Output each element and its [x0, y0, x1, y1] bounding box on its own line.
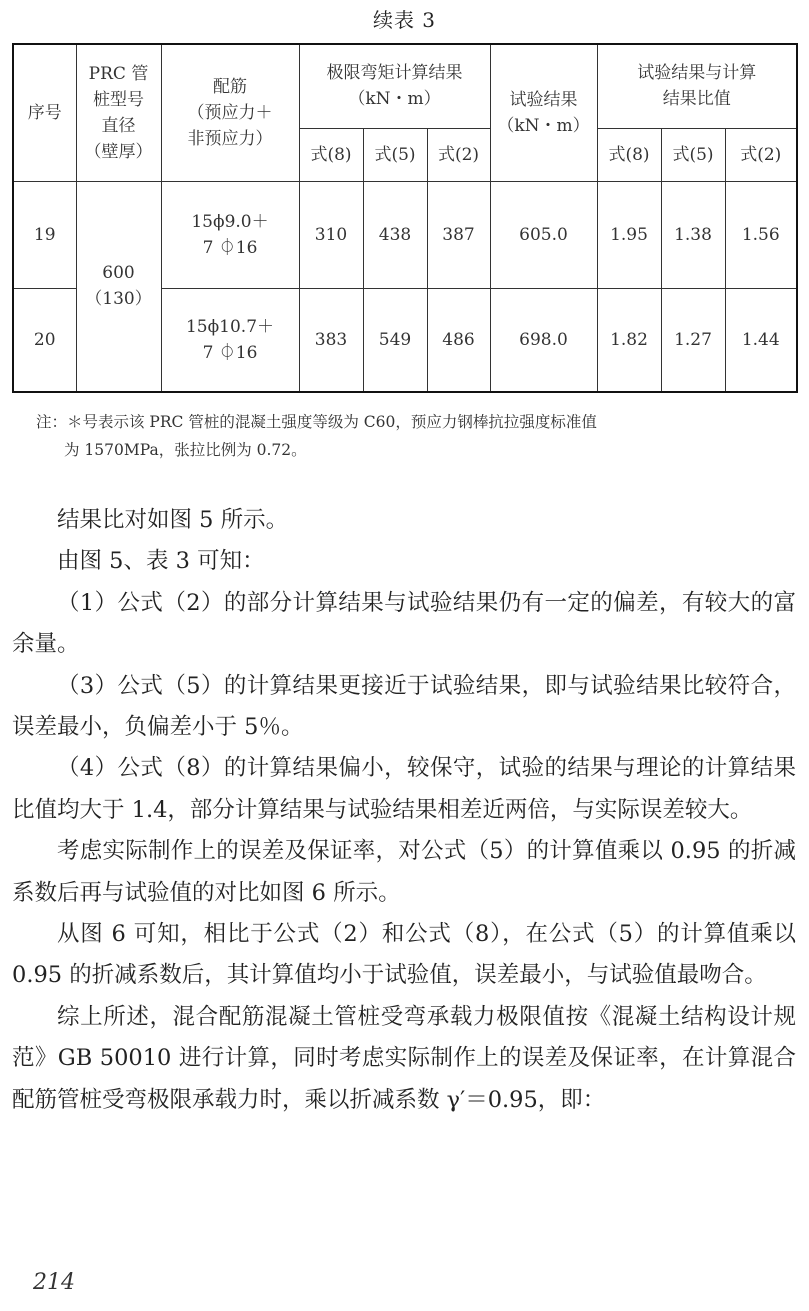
header-seq: 序号 — [13, 44, 76, 181]
cell-ratio-5: 1.27 — [661, 288, 725, 392]
results-table — [12, 43, 798, 393]
subheader-calc-5: 式(5) — [363, 128, 427, 181]
body-text — [12, 500, 796, 1121]
cell-calc-2: 486 — [427, 288, 490, 392]
subheader-ratio-5: 式(5) — [661, 128, 725, 181]
header-ratio-group: 试验结果与计算 结果比值 — [597, 44, 797, 128]
cell-ratio-2: 1.56 — [725, 181, 797, 288]
table-note — [36, 408, 801, 464]
note-line-1: 注：＊号表示该 PRC 管桩的混凝土强度等级为 C60，预应力钢棒抗拉强度标准值 — [36, 413, 597, 431]
cell-pile-spec: 600 （130） — [76, 181, 161, 392]
paragraph: 考虑实际制作上的误差及保证率，对公式（5）的计算值乘以 0.95 的折减系数后再与试验值的对比如图 6 所示。 — [12, 838, 796, 906]
cell-calc-2: 387 — [427, 181, 490, 288]
header-pile-type: PRC 管 桩型号 直径 （壁厚） — [76, 44, 161, 181]
header-reinforcement: 配筋 （预应力＋ 非预应力） — [161, 44, 299, 181]
page-number: 214 — [33, 1270, 75, 1295]
cell-seq: 19 — [13, 181, 76, 288]
cell-ratio-5: 1.38 — [661, 181, 725, 288]
cell-reinforcement: 15ϕ10.7＋ 7 ⏀16 — [161, 288, 299, 392]
subheader-ratio-2: 式(2) — [725, 128, 797, 181]
cell-ratio-8: 1.82 — [597, 288, 661, 392]
paragraph: 从图 6 可知，相比于公式（2）和公式（8），在公式（5）的计算值乘以 0.95 的折减系数后，其计算值均小于试验值，误差最小，与试验值最吻合。 — [12, 921, 796, 989]
paragraph: （1）公式（2）的部分计算结果与试验结果仍有一定的偏差，有较大的富余量。 — [12, 589, 796, 658]
paragraph: （4）公式（8）的计算结果偏小，较保守，试验的结果与理论的计算结果比值均大于 1.4，部分计算结果与试验结果相差近两倍，与实际误差较大。 — [12, 755, 796, 823]
cell-seq: 20 — [13, 288, 76, 392]
table-row — [13, 181, 797, 288]
cell-ratio-8: 1.95 — [597, 181, 661, 288]
cell-calc-5: 438 — [363, 181, 427, 288]
cell-ratio-2: 1.44 — [725, 288, 797, 392]
subheader-calc-2: 式(2) — [427, 128, 490, 181]
cell-test: 698.0 — [490, 288, 597, 392]
paragraph: 结果比对如图 5 所示。 — [57, 507, 289, 533]
cell-calc-8: 310 — [299, 181, 363, 288]
note-line-2: 为 1570MPa，张拉比例为 0.72。 — [64, 441, 307, 459]
paragraph: 由图 5、表 3 可知： — [57, 548, 265, 575]
subheader-calc-8: 式(8) — [299, 128, 363, 181]
header-test-result: 试验结果 （kN・m） — [490, 44, 597, 181]
cell-calc-8: 383 — [299, 288, 363, 392]
paragraph: 综上所述，混合配筋混凝土管桩受弯承载力极限值按《混凝土结构设计规范》GB 50010 进行计算，同时考虑实际制作上的误差及保证率，在计算混合配筋管桩受弯极限承载力时，乘以折减系数 γ′＝0.95，即： — [12, 1003, 796, 1113]
subheader-ratio-8: 式(8) — [597, 128, 661, 181]
cell-calc-5: 549 — [363, 288, 427, 392]
table-caption: 续表 3 — [372, 8, 437, 32]
header-calc-group: 极限弯矩计算结果 （kN・m） — [299, 44, 490, 128]
paragraph: （3）公式（5）的计算结果更接近于试验结果，即与试验结果比较符合，误差最小，负偏差小于 5％。 — [12, 672, 796, 741]
cell-reinforcement: 15ϕ9.0＋ 7 ⏀16 — [161, 181, 299, 288]
cell-test: 605.0 — [490, 181, 597, 288]
